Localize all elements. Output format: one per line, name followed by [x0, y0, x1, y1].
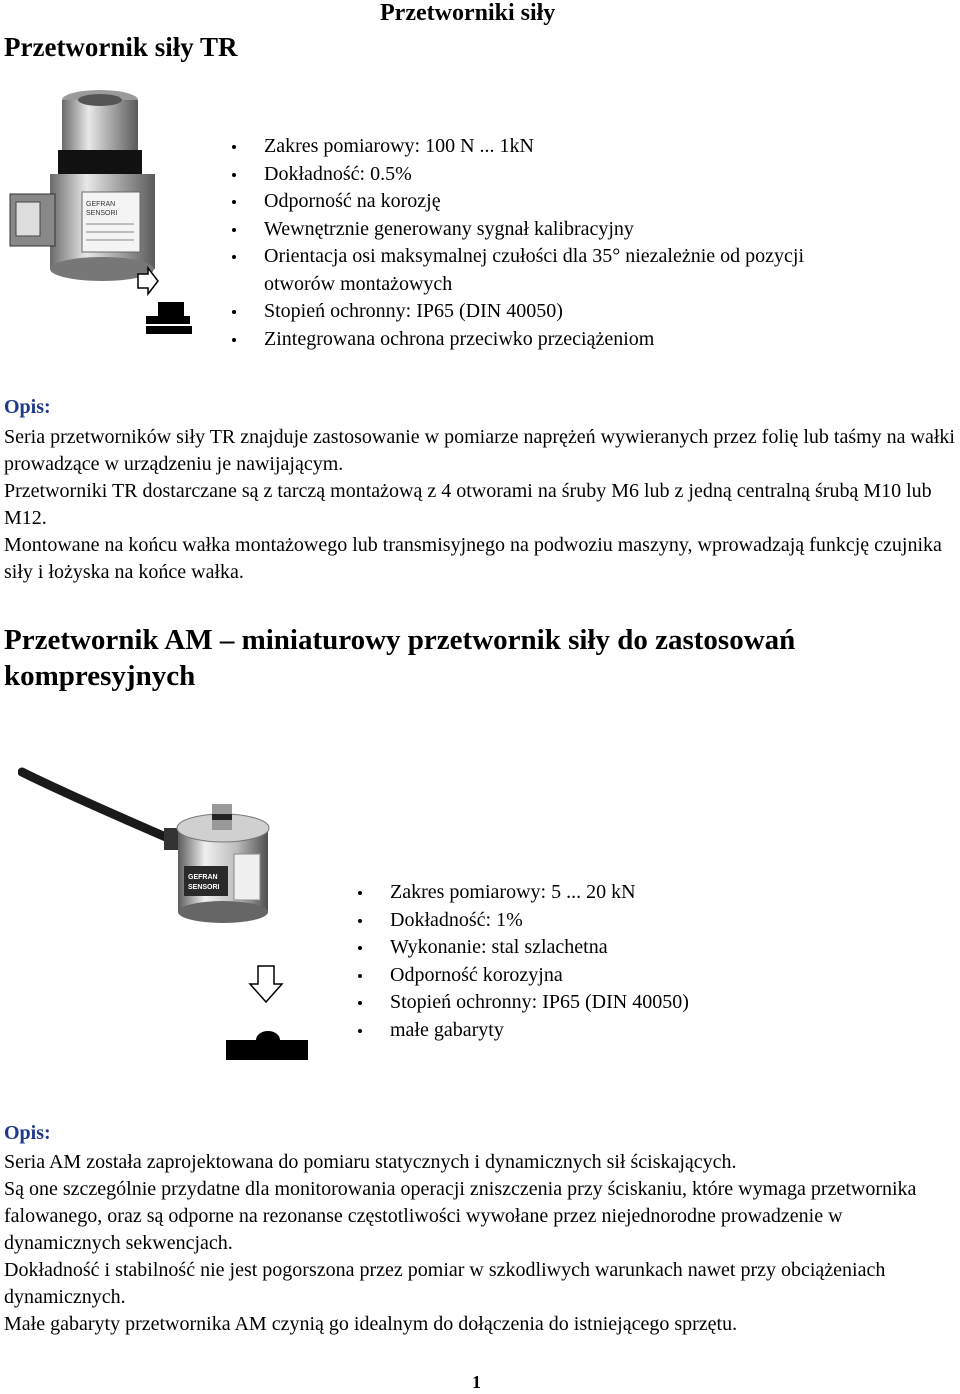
tr-title: Przetwornik siły TR: [4, 32, 238, 62]
list-item: małe gabaryty: [356, 1017, 946, 1045]
am-description: [4, 1149, 956, 1338]
paragraph: Montowane na końcu wałka montażowego lub transmisyjnego na podwoziu maszyny, wprowadzają funkcję czujnika siły i łożyska na końce wałka.: [4, 534, 942, 583]
paragraph: Są one szczególnie przydatne dla monitorowania operacji zniszczenia przy ściskaniu, które wymaga przetwornika falowanego, oraz są odporne na rezonanse częstotliwości wywołane przez niejednorodne prowadzenie w dynamicznych sekwencjach.: [4, 1178, 917, 1254]
paragraph: Seria AM została zaprojektowana do pomiaru statycznych i dynamicznych sił ściskających.: [4, 1151, 737, 1173]
list-item: Dokładność: 0.5%: [230, 161, 950, 189]
tr-device-image: [0, 82, 168, 292]
list-item: Wewnętrznie generowany sygnał kalibracyjny: [230, 216, 950, 244]
paragraph: Dokładność i stabilność nie jest pogorszona przez pomiar w szkodliwych warunkach nawet przy obciążeniach dynamicznych.: [4, 1259, 886, 1308]
am-title-line2: kompresyjnych: [4, 660, 196, 692]
list-item: Zakres pomiarowy: 100 N ... 1kN: [230, 133, 950, 161]
page-number: 1: [472, 1372, 481, 1392]
list-item: Dokładność: 1%: [356, 907, 946, 935]
am-feature-list: [356, 879, 946, 1044]
paragraph: Małe gabaryty przetwornika AM czynią go idealnym do dołączenia do istniejącego sprzętu.: [4, 1313, 738, 1335]
list-item: Zintegrowana ochrona przeciwko przeciążeniom: [230, 326, 950, 354]
compression-symbol-icon: [226, 1022, 308, 1062]
tr-device-label-1: GEFRAN: [86, 201, 116, 208]
am-device-label-1: GEFRAN: [188, 874, 218, 881]
mount-symbol-icon: [144, 300, 194, 336]
list-item: Wykonanie: stal szlachetna: [356, 934, 946, 962]
tr-opis-label: Opis:: [4, 396, 51, 418]
list-item: Orientacja osi maksymalnej czułości dla 35° niezależnie od pozycji: [230, 243, 950, 271]
paragraph: Seria przetworników siły TR znajduje zastosowanie w pomiarze naprężeń wywieranych przez folię lub taśmy na wałki prowadzące w urządzeniu je nawijającym.: [4, 426, 955, 475]
tr-device-label-2: SENSORI: [86, 210, 118, 217]
tr-description: [4, 424, 956, 586]
am-title-line1: Przetwornik AM – miniaturowy przetwornik siły do zastosowań: [4, 624, 796, 656]
list-item: Odporność korozyjna: [356, 962, 946, 990]
list-item: Zakres pomiarowy: 5 ... 20 kN: [356, 879, 946, 907]
list-item: Stopień ochronny: IP65 (DIN 40050): [356, 989, 946, 1017]
arrow-right-icon: [136, 266, 160, 296]
paragraph: Przetworniki TR dostarczane są z tarczą montażową z 4 otworami na śruby M6 lub z jedną centralną śrubą M10 lub M12.: [4, 480, 932, 529]
list-item-continuation: otworów montażowych: [264, 272, 453, 295]
arrow-down-icon: [248, 964, 284, 1004]
am-title: [4, 622, 956, 694]
am-device-image: [18, 760, 288, 930]
list-item: Odporność na korozję: [230, 188, 950, 216]
section-header: Przetworniki siły: [380, 0, 556, 26]
am-device-label-2: SENSORI: [188, 884, 220, 891]
list-item: Stopień ochronny: IP65 (DIN 40050): [230, 298, 950, 326]
tr-feature-list: [230, 133, 950, 353]
am-opis-label: Opis:: [4, 1122, 51, 1144]
